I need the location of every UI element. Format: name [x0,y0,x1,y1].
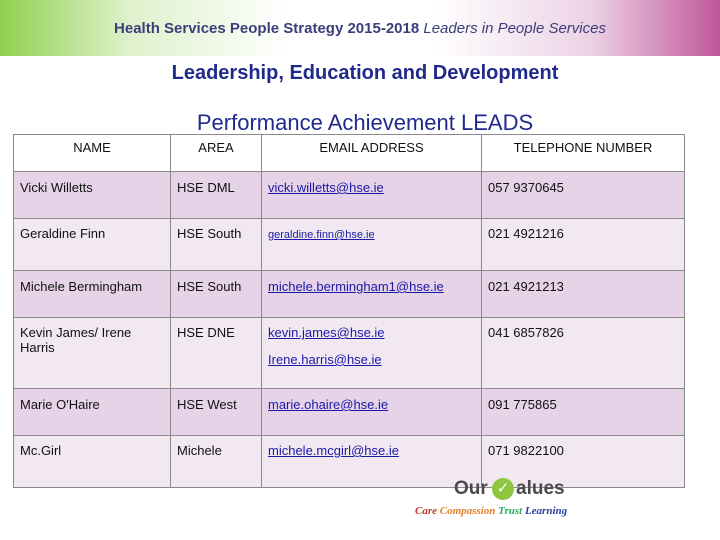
leads-contact-table [13,134,685,488]
cell-email [262,172,482,219]
email-link[interactable]: kevin.james@hse.ie [268,325,385,340]
email-link[interactable]: vicki.willetts@hse.ie [268,180,384,195]
value-care: Care [415,505,437,517]
page-subtitle: Performance Achievement LEADS [196,110,534,135]
table-row [14,271,685,318]
header-name: NAME [14,135,171,172]
email-link-secondary[interactable]: Irene.harris@hse.ie [268,352,382,367]
cell-area: HSE DNE [171,318,262,389]
value-compassion: Compassion [439,505,496,517]
cell-name: Kevin James/ Irene Harris [14,318,171,389]
cell-phone: 041 6857826 [482,318,685,389]
cell-name: Marie O'Haire [14,389,171,436]
cell-area: HSE South [171,219,262,271]
table-row [14,172,685,219]
logo-alues-text: alues [516,478,565,499]
values-tagline [415,505,567,517]
banner-strategy-text: Health Services People Strategy 2015-2018 [114,20,420,37]
cell-phone: 057 9370645 [482,172,685,219]
cell-name: Mc.Girl [14,436,171,488]
table-row [14,389,685,436]
page-title: Leadership, Education and Development [171,62,559,84]
cell-phone: 091 775865 [482,389,685,436]
cell-email [262,219,482,271]
cell-phone: 021 4921216 [482,219,685,271]
email-link[interactable]: michele.bermingham1@hse.ie [268,279,444,294]
header-area: AREA [171,135,262,172]
cell-name: Vicki Willetts [14,172,171,219]
table-header-row [14,135,685,172]
cell-email [262,389,482,436]
email-link[interactable]: geraldine.finn@hse.ie [268,229,375,241]
cell-email [262,318,482,389]
email-link[interactable]: michele.mcgirl@hse.ie [268,443,399,458]
cell-phone: 071 9822100 [482,436,685,488]
header-email: EMAIL ADDRESS [262,135,482,172]
cell-area: HSE West [171,389,262,436]
value-learning: Learning [524,505,568,517]
cell-area: HSE DML [171,172,262,219]
email-link[interactable]: marie.ohaire@hse.ie [268,397,389,412]
logo-our-text: Our [454,478,488,499]
our-values-logo [412,476,622,522]
cell-area: HSE South [171,271,262,318]
cell-name: Geraldine Finn [14,219,171,271]
banner-title [0,20,720,37]
cell-area: Michele [171,436,262,488]
value-trust: Trust [498,505,523,517]
checkmark-icon: ✓ [492,478,514,500]
table-row [14,219,685,271]
cell-name: Michele Bermingham [14,271,171,318]
header-banner [0,0,720,56]
header-phone: TELEPHONE NUMBER [482,135,685,172]
banner-leaders-text: Leaders in People Services [423,20,606,37]
table-row [14,318,685,389]
cell-phone: 021 4921213 [482,271,685,318]
cell-email [262,271,482,318]
